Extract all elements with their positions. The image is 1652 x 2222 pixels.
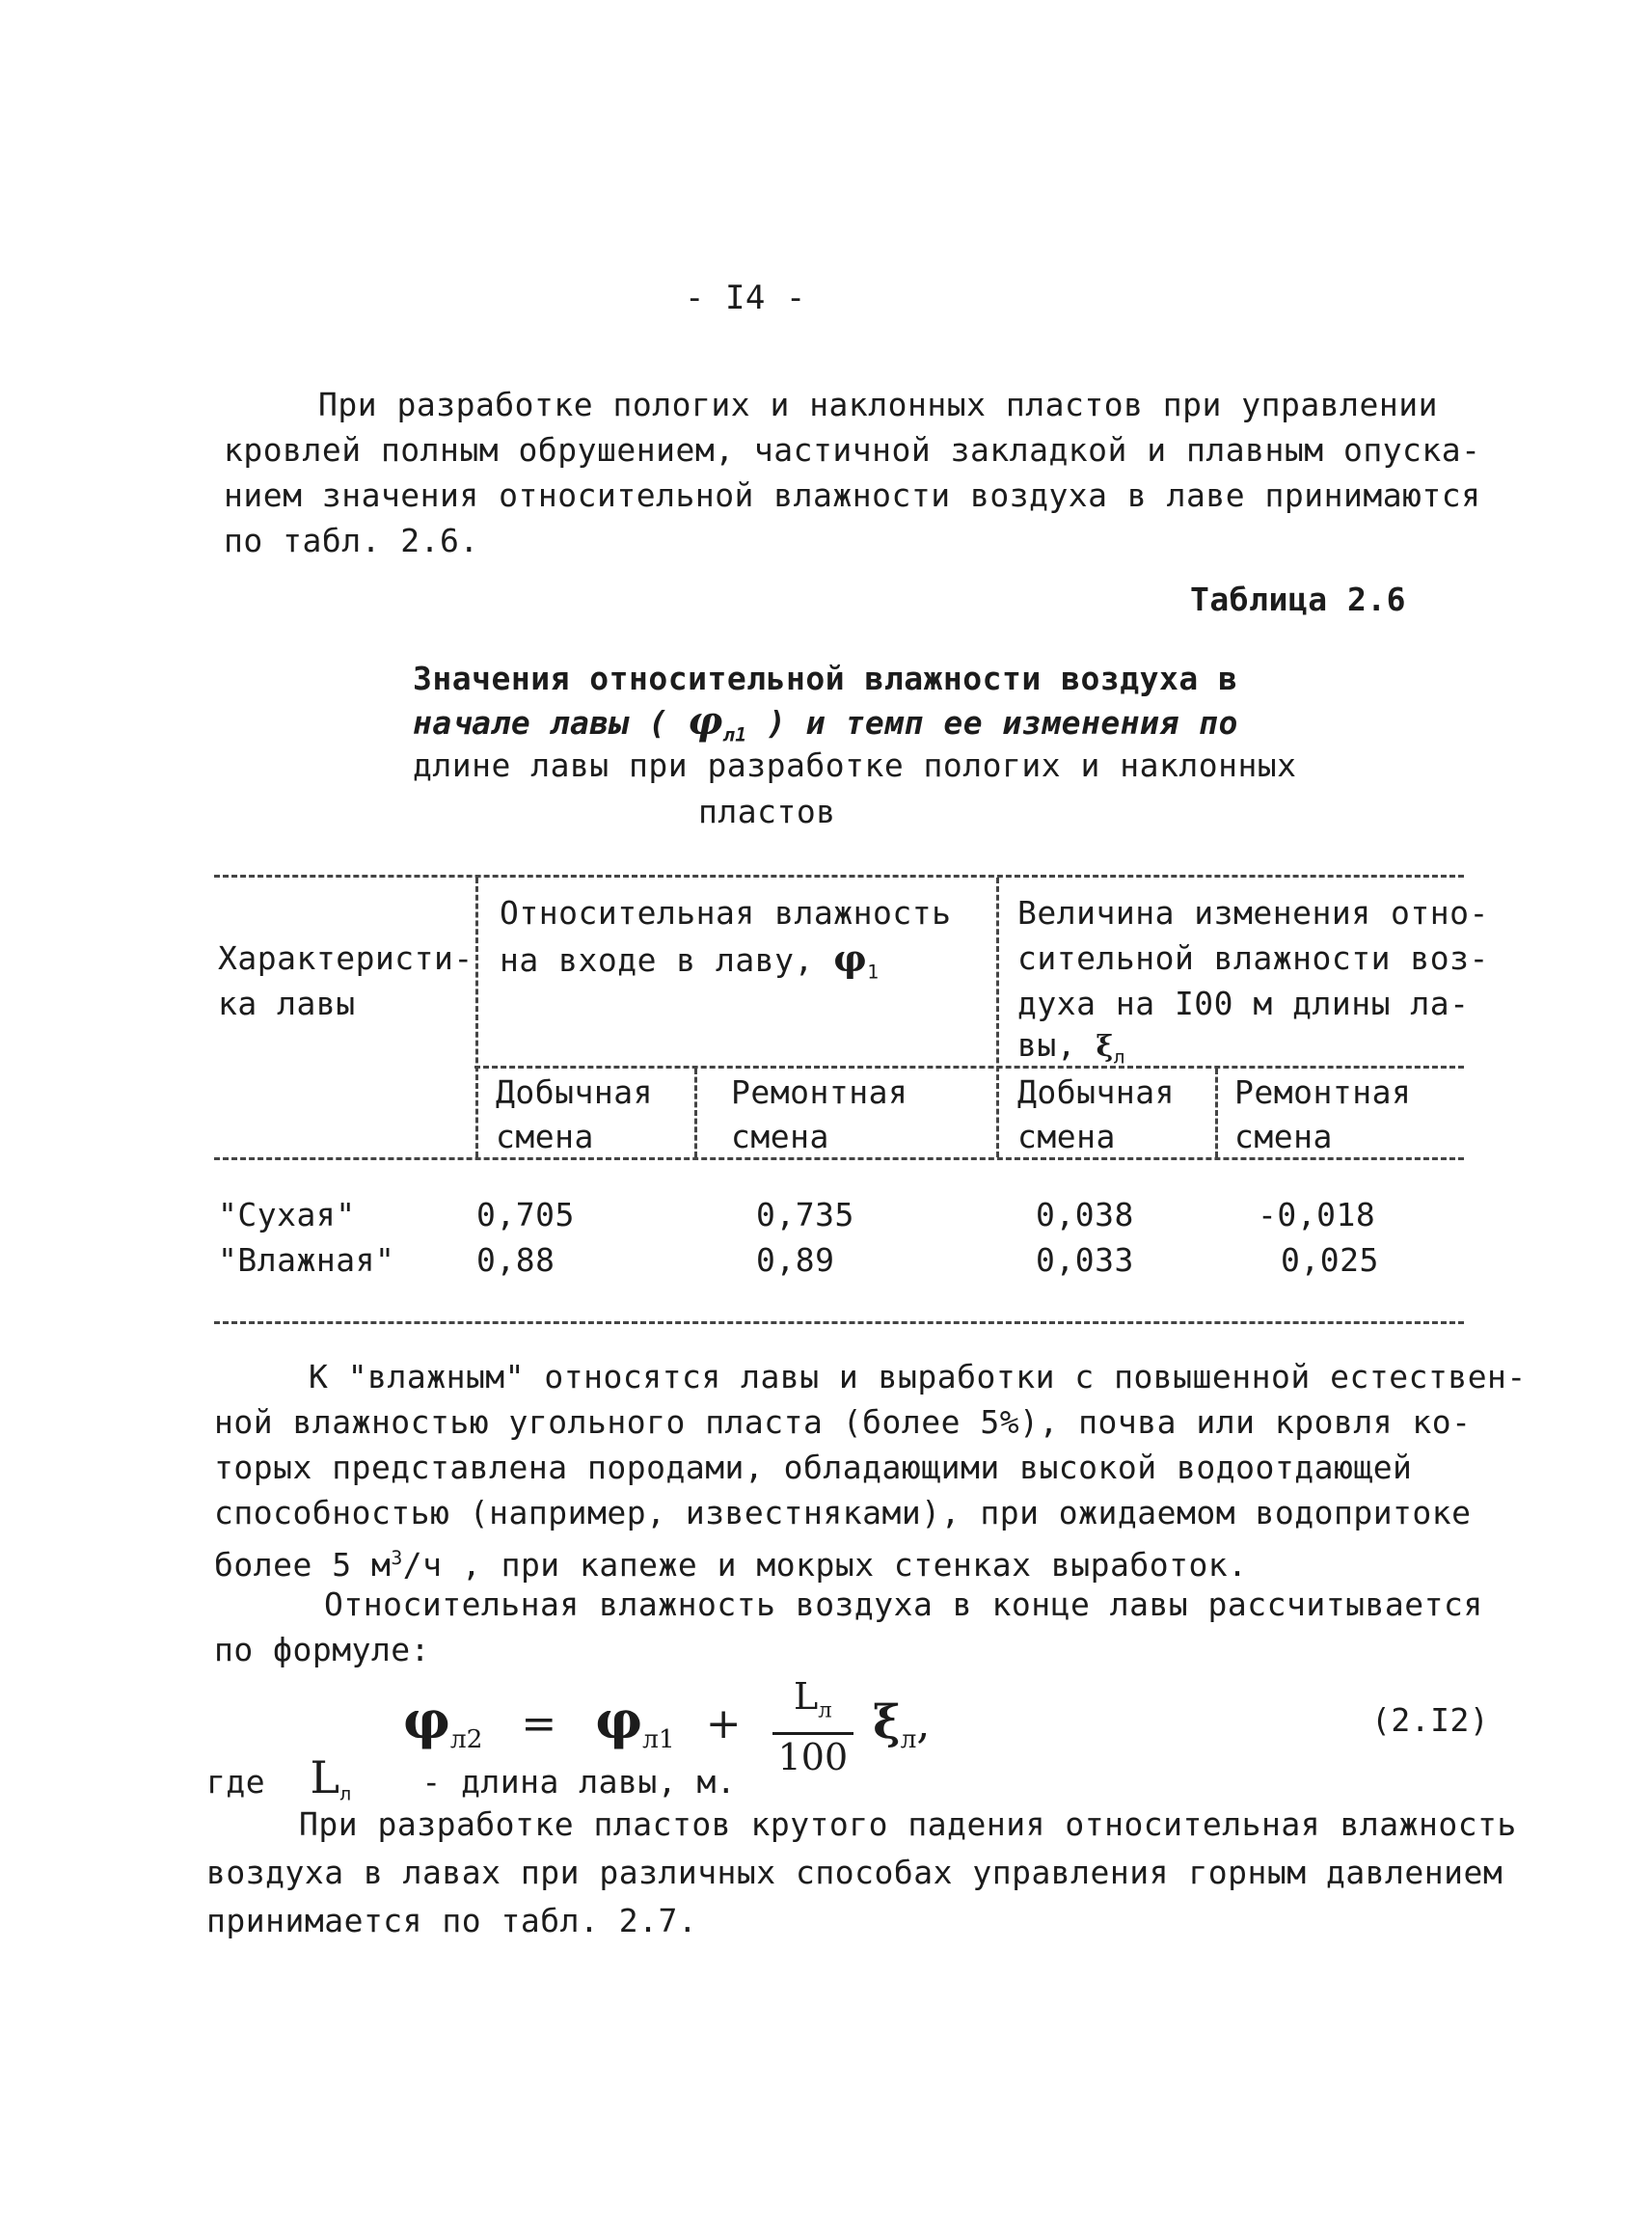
- header-col1-line-1: Характеристи-: [218, 939, 474, 977]
- after-line-2: ной влажностью угольного пласта (более 5%), почва или кровля ко-: [214, 1403, 1472, 1441]
- subheader-1: [496, 1070, 653, 1159]
- caption-line-3: длине лавы при разработке пологих и наклонных: [413, 746, 1297, 784]
- table-row-2-name: "Влажная": [218, 1241, 395, 1279]
- closing-line-2: воздуха в лавах при различных способах управления горным давлением: [206, 1854, 1503, 1891]
- formula-fraction: [772, 1674, 854, 1780]
- formula-frac-num-symbol: L: [794, 1674, 819, 1718]
- formula-number: (2.I2): [1371, 1701, 1490, 1739]
- subheader-2-line-1: Ремонтная: [731, 1073, 908, 1111]
- phi-symbol: φ: [833, 936, 868, 980]
- page-number: - I4 -: [685, 279, 806, 317]
- subheader-2: [731, 1070, 907, 1159]
- after-line-3: торых представлена породами, обладающими высокой водоотдающей: [214, 1449, 1413, 1486]
- phi-subscript: л1: [722, 723, 747, 746]
- caption-line-4: пластов: [698, 793, 836, 830]
- formula-plus: +: [705, 1699, 742, 1748]
- xi-subscript: л: [1113, 1045, 1126, 1069]
- formula-lhs-sub: л2: [449, 1723, 483, 1754]
- subheader-4-line-2: смена: [1234, 1118, 1333, 1155]
- table-row-1-v4: -0,018: [1258, 1196, 1376, 1233]
- table-row-2-v2: 0,89: [756, 1241, 835, 1279]
- table-bottom-rule: [214, 1321, 1464, 1324]
- header-group1-line-1: Относительная влажность: [500, 894, 952, 932]
- formula-xi-symbol: ξ: [873, 1695, 901, 1749]
- after-line-5: [214, 1535, 1248, 1587]
- formula-intro-line-1: Относительная влажность воздуха в конце лавы рассчитывается: [324, 1585, 1483, 1623]
- where-text: - длина лавы, м.: [421, 1763, 737, 1801]
- table-row-1-v2: 0,735: [756, 1196, 854, 1233]
- table-vrule-sub-2: [1215, 1069, 1218, 1157]
- table-row-1-name: "Сухая": [218, 1196, 356, 1233]
- formula-lhs-symbol: φ: [403, 1689, 450, 1750]
- phi-subscript: 1: [867, 961, 880, 984]
- caption-line-1: Значения относительной влажности воздуха в: [413, 660, 1238, 697]
- header-group2-line-2: сительной влажности воз-: [1017, 939, 1489, 977]
- caption-line-2-after: ) и темп ее изменения по: [767, 704, 1238, 742]
- table-label: Таблица 2.6: [1190, 581, 1407, 618]
- subheader-2-line-2: смена: [731, 1118, 829, 1155]
- subheader-3: [1017, 1070, 1175, 1159]
- formula-frac-denominator: 100: [777, 1736, 849, 1779]
- phi-symbol: φ: [688, 698, 723, 744]
- table-row-1-v3: 0,038: [1036, 1196, 1134, 1233]
- closing-line-1: При разработке пластов крутого падения относительная влажность: [299, 1805, 1517, 1843]
- formula-frac-num-sub: л: [818, 1697, 832, 1723]
- table-row-1-v1: 0,705: [476, 1196, 575, 1233]
- intro-line-3: нием значения относительной влажности воздуха в лаве принимаются: [224, 476, 1481, 514]
- intro-line-1: При разработке пологих и наклонных пластов при управлении: [318, 386, 1438, 423]
- after-line-5-before: более 5 м: [214, 1546, 392, 1584]
- header-group2-line-1: Величина изменения отно-: [1017, 894, 1489, 932]
- closing-line-3: принимается по табл. 2.7.: [206, 1902, 698, 1939]
- subheader-4-line-1: Ремонтная: [1234, 1073, 1412, 1111]
- table-top-rule: [214, 875, 1464, 878]
- xi-symbol: ξ: [1096, 1030, 1114, 1064]
- after-line-1: К "влажным" относятся лавы и выработки с повышенной естествен-: [309, 1358, 1527, 1396]
- formula-comma: ,: [916, 1699, 931, 1748]
- after-line-5-sup: 3: [391, 1547, 403, 1569]
- formula-xi-sub: л: [900, 1723, 917, 1754]
- formula-rhs-sub: л1: [642, 1723, 675, 1754]
- table-vrule-1: [475, 878, 478, 1157]
- table-row-2-v4: 0,025: [1281, 1241, 1379, 1279]
- where-symbol: L: [310, 1751, 340, 1803]
- table-vrule-2: [996, 878, 999, 1157]
- subheader-4: [1234, 1070, 1411, 1159]
- table-row-2-v1: 0,88: [476, 1241, 555, 1279]
- where-word: где: [206, 1763, 266, 1801]
- after-line-4: способностью (например, известняками), при ожидаемом водопритоке: [214, 1494, 1472, 1531]
- header-group1-line-2: [500, 935, 880, 995]
- subheader-3-line-1: Добычная: [1017, 1073, 1175, 1111]
- subheader-1-line-2: смена: [496, 1118, 594, 1155]
- table-vrule-sub-1: [694, 1069, 697, 1157]
- formula-equals: =: [521, 1699, 557, 1748]
- table-row-2-v3: 0,033: [1036, 1241, 1134, 1279]
- subheader-1-line-1: Добычная: [496, 1073, 653, 1111]
- intro-line-4: по табл. 2.6.: [224, 522, 479, 559]
- formula-frac-numerator: [772, 1674, 854, 1736]
- header-group2-line-3: духа на I00 м длины ла-: [1017, 985, 1470, 1022]
- caption-line-2-before: начале лавы (: [413, 704, 668, 742]
- header-col1-line-2: ка лавы: [218, 985, 356, 1022]
- intro-line-2: кровлей полным обрушением, частичной закладкой и плавным опуска-: [224, 431, 1481, 469]
- header-group1-text: на входе в лаву,: [500, 941, 814, 979]
- formula-rhs-symbol: φ: [595, 1689, 643, 1750]
- header-group2-text: вы,: [1017, 1026, 1077, 1064]
- after-line-5-after: /ч , при капеже и мокрых стенках выработок.: [402, 1546, 1248, 1584]
- formula-intro-line-2: по формуле:: [214, 1631, 431, 1668]
- subheader-3-line-2: смена: [1017, 1118, 1116, 1155]
- table-header-mid-rule: [474, 1066, 1464, 1069]
- where-sub: л: [339, 1782, 352, 1805]
